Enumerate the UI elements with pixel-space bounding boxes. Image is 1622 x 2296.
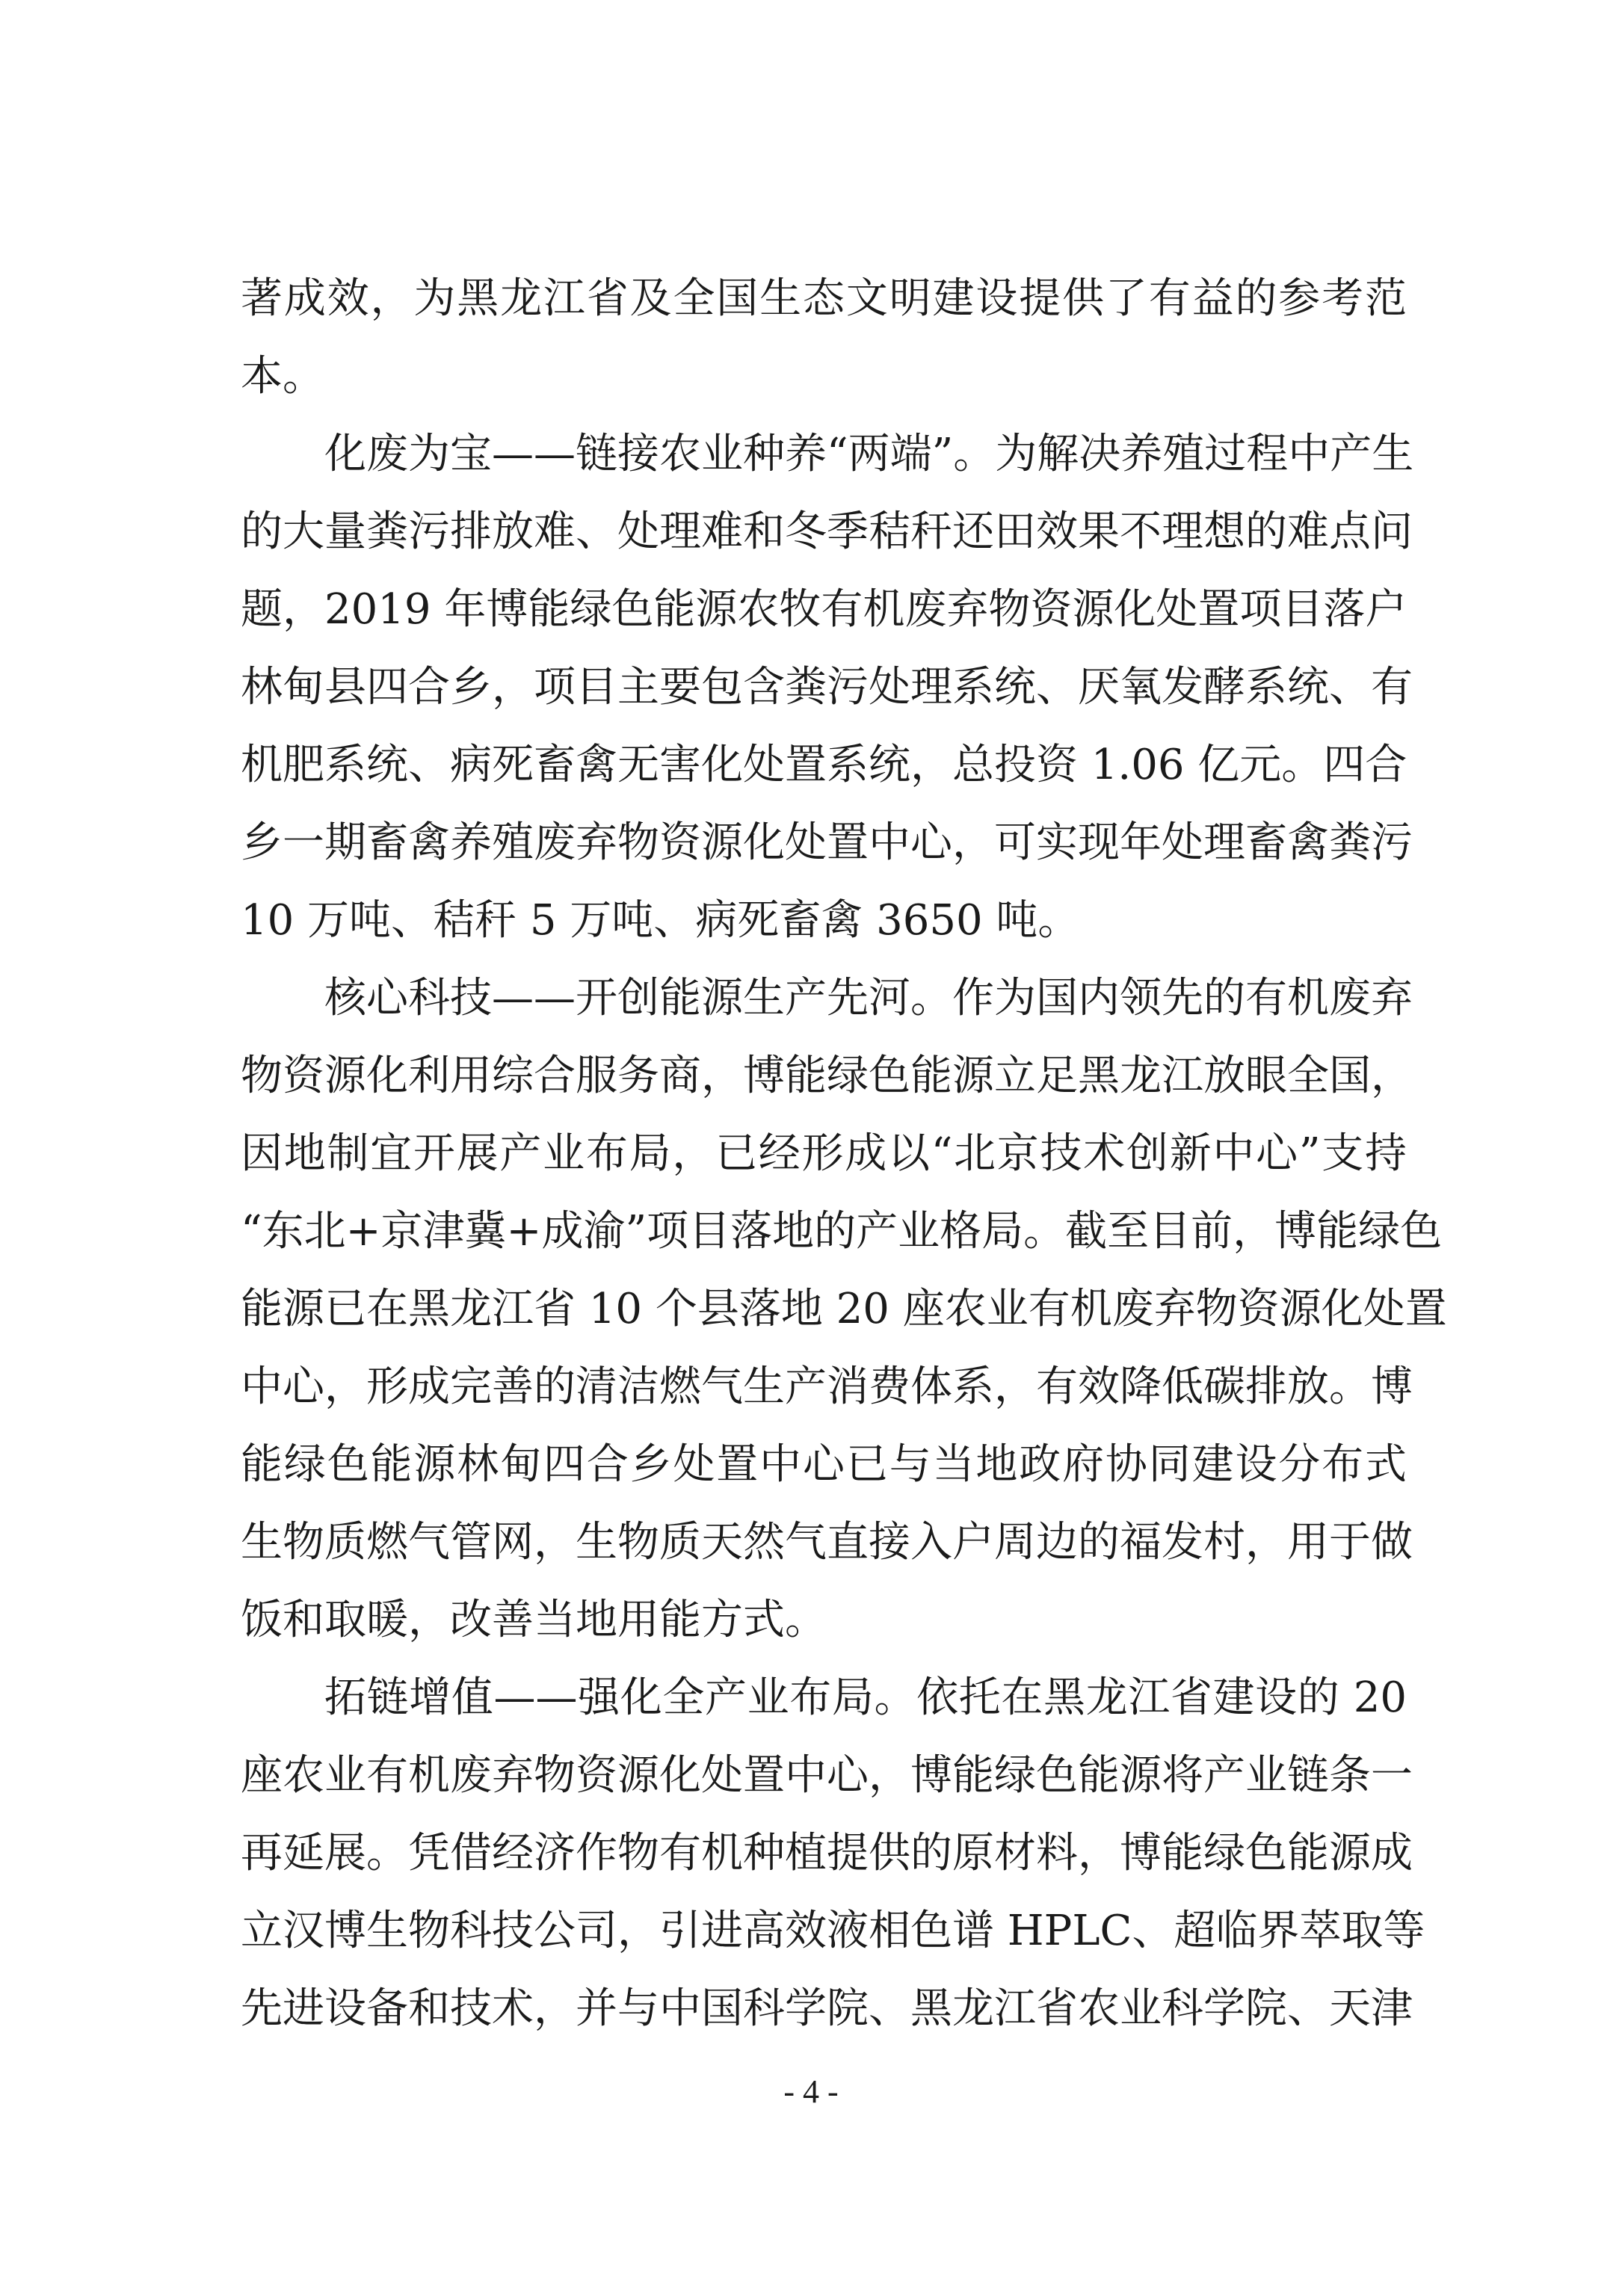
text-line: 物资源化利用综合服务商，博能绿色能源立足黑龙江放眼全国， [241, 1052, 1413, 1100]
text-line: 林甸县四合乡，项目主要包含粪污处理系统、厌氧发酵系统、有 [241, 663, 1413, 712]
text-line: 乡一期畜禽养殖废弃物资源化处置中心，可实现年处理畜禽粪污 [241, 818, 1413, 867]
text-line: 座农业有机废弃物资源化处置中心，博能绿色能源将产业链条一 [241, 1751, 1413, 1800]
text-line: 饭和取暖，改善当地用能方式。 [241, 1596, 827, 1644]
text-line: 先进设备和技术，并与中国科学院、黑龙江省农业科学院、天津 [241, 1984, 1413, 2033]
text-line: 中心，形成完善的清洁燃气生产消费体系，有效降低碳排放。博 [241, 1363, 1413, 1411]
text-line: 因地制宜开展产业布局，已经形成以“北京技术创新中心”支持 [241, 1129, 1407, 1178]
page-number: - 4 - [783, 2073, 839, 2110]
paragraph-start-line: 化废为宝——链接农业种养“两端”。为解决养殖过程中产生 [324, 430, 1414, 478]
paragraph-start-line: 拓链增值——强化全产业布局。依托在黑龙江省建设的 20 [324, 1673, 1407, 1722]
text-line: 立汉博生物科技公司，引进高效液相色谱 HPLC、超临界萃取等 [241, 1907, 1425, 1955]
text-line: 能绿色能源林甸四合乡处置中心已与当地政府协同建设分布式 [241, 1440, 1407, 1489]
text-line: 能源已在黑龙江省 10 个县落地 20 座农业有机废弃物资源化处置 [241, 1285, 1447, 1333]
text-line: 机肥系统、病死畜禽无害化处置系统，总投资 1.06 亿元。四合 [241, 741, 1407, 789]
paragraph-start-line: 核心科技——开创能源生产先河。作为国内领先的有机废弃 [324, 974, 1413, 1022]
text-line: 10 万吨、秸秆 5 万吨、病死畜禽 3650 吨。 [241, 896, 1080, 945]
text-line: 著成效，为黑龙江省及全国生态文明建设提供了有益的参考范 [241, 274, 1407, 323]
text-line: 再延展。凭借经济作物有机种植提供的原材料，博能绿色能源成 [241, 1829, 1413, 1877]
text-line: 题，2019 年博能绿色能源农牧有机废弃物资源化处置项目落户 [241, 585, 1407, 634]
text-line: 生物质燃气管网，生物质天然气直接入户周边的福发村，用于做 [241, 1518, 1413, 1567]
text-line: “东北+京津冀+成渝”项目落地的产业格局。截至目前，博能绿色 [241, 1207, 1443, 1256]
text-line: 本。 [241, 352, 324, 401]
text-line: 的大量粪污排放难、处理难和冬季秸秆还田效果不理想的难点问 [241, 507, 1413, 556]
